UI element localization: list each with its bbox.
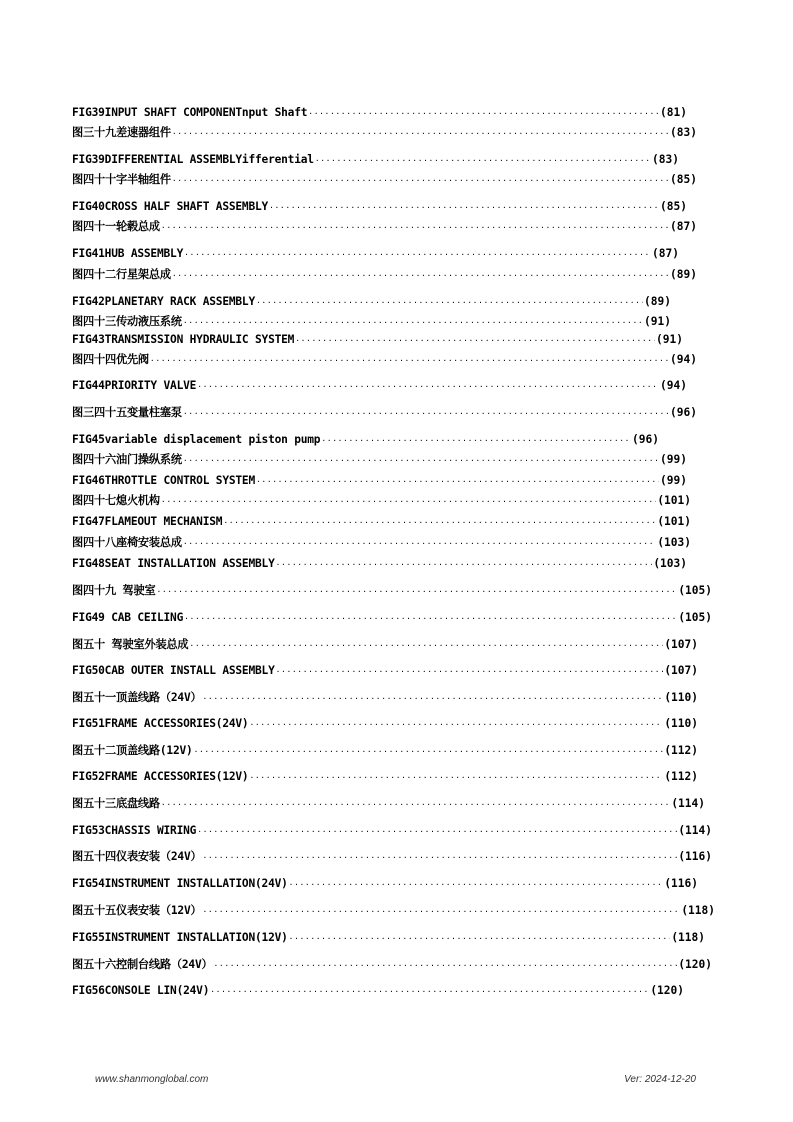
- toc-entry: [72, 432, 659, 448]
- toc-entry-label: 图五十二顶盖线路(12V): [72, 744, 193, 757]
- dot-leader: [197, 824, 677, 840]
- toc-entry-page: (89): [670, 268, 697, 281]
- toc-entry-page: (96): [670, 406, 697, 419]
- dot-leader: [249, 717, 663, 733]
- toc-entry-label: 图四十一轮毂总成: [72, 220, 160, 233]
- toc-entry-page: (114): [671, 797, 705, 810]
- toc-entry: [72, 583, 712, 599]
- footer-version: Ver: 2024-12-20: [624, 1074, 696, 1085]
- toc-entry: [72, 473, 687, 489]
- toc-entry: [72, 514, 691, 530]
- toc-entry-page: (116): [678, 850, 712, 863]
- dot-leader: [183, 315, 643, 331]
- dot-leader: [156, 584, 677, 600]
- toc-entry: [72, 314, 671, 330]
- toc-entry: [72, 957, 712, 973]
- toc-entry-label: FIG44PRIORITY VALVE: [72, 379, 197, 392]
- toc-entry-label: 图三十九差速器组件: [72, 126, 171, 139]
- toc-entry: [72, 493, 691, 509]
- toc-entry-label: 图四十二行星架总成: [72, 268, 171, 281]
- toc-entry: [72, 716, 698, 732]
- toc-entry-page: (99): [660, 453, 687, 466]
- toc-entry-label: FIG39DIFFERENTIAL ASSEMBLYifferential: [72, 153, 314, 166]
- toc-entry: [72, 849, 712, 865]
- dot-leader: [161, 220, 669, 236]
- toc-entry-page: (120): [678, 958, 712, 971]
- toc-entry-label: 图三四十五变量柱塞泵: [72, 406, 182, 419]
- toc-entry-page: (103): [657, 536, 691, 549]
- toc-entry-page: (105): [678, 611, 712, 624]
- dot-leader: [276, 557, 653, 573]
- dot-leader: [150, 353, 669, 369]
- toc-entry: [72, 983, 684, 999]
- toc-entry-page: (85): [660, 200, 687, 213]
- toc-entry-page: (112): [664, 744, 698, 757]
- dot-leader: [256, 474, 659, 490]
- toc-entry-label: FIG40CROSS HALF SHAFT ASSEMBLY: [72, 200, 269, 213]
- toc-entry-label: 图五十四仪表安装（24V）: [72, 850, 202, 863]
- toc-entry-label: 图五十五仪表安装（12V）: [72, 904, 202, 917]
- toc-entry-label: FIG49 CAB CEILING: [72, 611, 184, 624]
- toc-entry-label: 图四十三传动液压系统: [72, 315, 182, 328]
- toc-entry-page: (116): [664, 877, 698, 890]
- toc-entry: [72, 876, 698, 892]
- toc-entry-label: FIG52FRAME ACCESSORIES(12V): [72, 770, 249, 783]
- toc-entry: [72, 637, 698, 653]
- toc-entry-page: (118): [671, 931, 705, 944]
- dot-leader: [202, 850, 677, 866]
- toc-entry-page: (107): [664, 638, 698, 651]
- toc-entry-page: (87): [652, 247, 679, 260]
- toc-entry-page: (112): [664, 770, 698, 783]
- toc-entry: [72, 246, 679, 262]
- dot-leader: [213, 958, 677, 974]
- dot-leader: [183, 453, 659, 469]
- dot-leader: [161, 797, 670, 813]
- toc-entry-label: 图五十六控制台线路（24V）: [72, 958, 213, 971]
- toc-entry: [72, 199, 687, 215]
- toc-entry: [72, 796, 705, 812]
- toc-entry: [72, 267, 697, 283]
- toc-entry-page: (91): [644, 315, 671, 328]
- toc-entry: [72, 352, 697, 368]
- dot-leader: [202, 904, 680, 920]
- dot-leader: [276, 664, 664, 680]
- toc-entry-label: FIG41HUB ASSEMBLY: [72, 247, 184, 260]
- toc-entry-label: FIG42PLANETARY RACK ASSEMBLY: [72, 295, 255, 308]
- toc-entry-page: (120): [650, 984, 684, 997]
- toc-entry-label: FIG56CONSOLE LIN(24V): [72, 984, 210, 997]
- toc-entry-label: FIG39INPUT SHAFT COMPONENTnput Shaft: [72, 106, 308, 119]
- toc-entry-page: (83): [652, 153, 679, 166]
- toc-entry: [72, 332, 683, 348]
- toc-entry: [72, 743, 698, 759]
- toc-entry: [72, 378, 687, 394]
- dot-leader: [289, 877, 664, 893]
- toc-entry-page: (101): [657, 515, 691, 528]
- toc-entry-page: (94): [670, 353, 697, 366]
- dot-leader: [189, 638, 663, 654]
- toc-entry-page: (85): [670, 173, 697, 186]
- toc-entry: [72, 125, 697, 141]
- toc-entry-page: (118): [681, 904, 715, 917]
- dot-leader: [269, 200, 659, 216]
- toc-entry-page: (94): [660, 379, 687, 392]
- toc-entry: [72, 690, 698, 706]
- toc-entry: [72, 294, 671, 310]
- dot-leader: [249, 770, 663, 786]
- toc-entry-page: (81): [660, 106, 687, 119]
- toc-entry: [72, 452, 687, 468]
- toc-entry-page: (96): [632, 433, 659, 446]
- dot-leader: [161, 494, 656, 510]
- dot-leader: [315, 153, 651, 169]
- dot-leader: [172, 126, 669, 142]
- toc-entry-page: (110): [664, 717, 698, 730]
- dot-leader: [183, 406, 669, 422]
- toc-entry: [72, 535, 691, 551]
- toc-entry: [72, 219, 697, 235]
- toc-entry-page: (103): [653, 557, 687, 570]
- dot-leader: [289, 931, 671, 947]
- toc-entry-label: 图四十六油门操纵系统: [72, 453, 182, 466]
- toc-entry-label: 图四十八座椅安装总成: [72, 536, 182, 549]
- dot-leader: [210, 984, 649, 1000]
- toc-entry: [72, 152, 679, 168]
- dot-leader: [194, 744, 664, 760]
- toc-entry: [72, 663, 698, 679]
- toc-entry-page: (99): [660, 474, 687, 487]
- toc-entry: [72, 172, 697, 188]
- toc-entry-label: FIG43TRANSMISSION HYDRAULIC SYSTEM: [72, 333, 295, 346]
- dot-leader: [184, 247, 651, 263]
- toc-entry-page: (101): [657, 494, 691, 507]
- toc-entry-page: (89): [644, 295, 671, 308]
- toc-entry-label: FIG55INSTRUMENT INSTALLATION(12V): [72, 931, 288, 944]
- footer-website: www.shanmonglobal.com: [95, 1074, 209, 1085]
- toc-entry-label: 图五十三底盘线路: [72, 797, 160, 810]
- toc-entry-label: FIG53CHASSIS WIRING: [72, 824, 197, 837]
- dot-leader: [202, 691, 663, 707]
- toc-entry: [72, 610, 712, 626]
- toc-entry-label: 图五十 驾驶室外装总成: [72, 638, 189, 651]
- dot-leader: [223, 515, 656, 531]
- toc-entry: [72, 105, 687, 121]
- toc-entry: [72, 823, 712, 839]
- dot-leader: [321, 433, 631, 449]
- toc-entry: [72, 769, 698, 785]
- toc-entry-label: 图四十七熄火机构: [72, 494, 160, 507]
- dot-leader: [172, 173, 669, 189]
- toc-entry-label: 图五十一顶盖线路（24V）: [72, 691, 202, 704]
- toc-entry: [72, 405, 697, 421]
- toc-entry-label: FIG47FLAMEOUT MECHANISM: [72, 515, 223, 528]
- dot-leader: [183, 536, 656, 552]
- toc-entry-page: (114): [678, 824, 712, 837]
- dot-leader: [308, 106, 659, 122]
- toc-entry-label: FIG46THROTTLE CONTROL SYSTEM: [72, 474, 255, 487]
- toc-entry-page: (91): [656, 333, 683, 346]
- dot-leader: [256, 295, 643, 311]
- toc-entry-label: FIG50CAB OUTER INSTALL ASSEMBLY: [72, 664, 275, 677]
- toc-entry: [72, 556, 687, 572]
- toc-entry: [72, 903, 715, 919]
- toc-entry-label: 图四十九 驾驶室: [72, 584, 156, 597]
- toc-entry-label: FIG51FRAME ACCESSORIES(24V): [72, 717, 249, 730]
- toc-entry-label: 图四十十字半轴组件: [72, 173, 171, 186]
- toc-entry-page: (107): [664, 664, 698, 677]
- toc-entry-page: (83): [670, 126, 697, 139]
- dot-leader: [295, 333, 655, 349]
- toc-entry: [72, 930, 705, 946]
- toc-entry-page: (105): [678, 584, 712, 597]
- toc-entry-label: FIG48SEAT INSTALLATION ASSEMBLY: [72, 557, 275, 570]
- dot-leader: [197, 379, 659, 395]
- toc-entry-label: FIG45variable displacement piston pump: [72, 433, 321, 446]
- toc-entry-page: (110): [664, 691, 698, 704]
- toc-entry-label: FIG54INSTRUMENT INSTALLATION(24V): [72, 877, 288, 890]
- toc-entry-label: 图四十四优先阀: [72, 353, 149, 366]
- toc-entry-page: (87): [670, 220, 697, 233]
- dot-leader: [184, 611, 677, 627]
- dot-leader: [172, 268, 669, 284]
